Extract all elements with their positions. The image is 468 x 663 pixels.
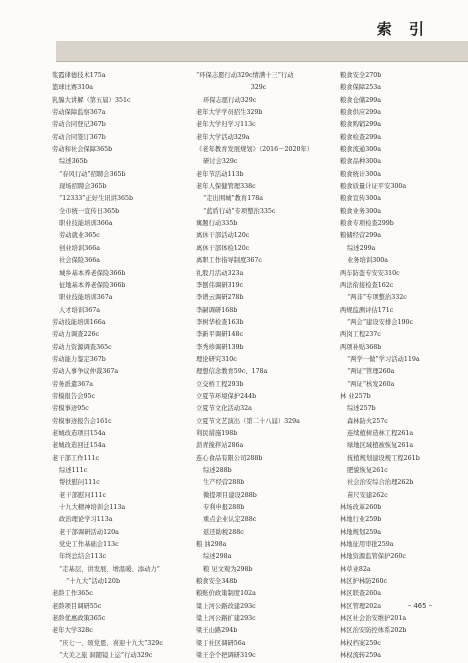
index-entry: 十九大精神培训会113a: [59, 504, 126, 512]
index-entry: 粮 油298a: [196, 541, 227, 549]
index-entry: 理论研究310c: [196, 355, 237, 363]
index-entry: 林权档案259c: [340, 639, 381, 647]
index-entry: “庆七一、颂党恩、喜迎十九大”329c: [59, 639, 163, 647]
index-entry: 劳动人事争议仲裁367a: [52, 368, 119, 376]
index-entry: 《老年教育发展规划》（2016－2020年）: [196, 146, 314, 154]
index-entry: 粮食安全270b: [340, 72, 382, 79]
index-entry: “十九大”活动120b: [66, 578, 120, 586]
index-entry: 返还助税288c: [203, 528, 244, 536]
index-entry: 社会治安综合治理262b: [347, 479, 414, 487]
index-entry: 乳腺大讲解（第五届）351c: [52, 96, 131, 104]
index-entry: 粮 见文观为298b: [203, 565, 253, 573]
index-entry: 劳动技能培训166a: [52, 318, 106, 326]
index-entry: 老干部工作111c: [52, 454, 100, 462]
index-entry: 劳务派遣367a: [52, 380, 93, 388]
index-entry: “12333”正好生讯讲365b: [59, 195, 134, 203]
index-entry: 粮食业务300a: [340, 207, 381, 215]
index-entry: 老干部调研活动120a: [59, 528, 119, 536]
index-entry: 329c: [250, 84, 267, 92]
index-column-1: [52, 70, 170, 663]
index-column-2: [196, 70, 314, 663]
index-entry: 李嗣调研168b: [196, 306, 238, 314]
index-entry: 粮账价政策制度102a: [196, 590, 256, 598]
index-entry: 林地规划259a: [340, 528, 381, 536]
index-entry: 粮食保障253a: [340, 84, 381, 92]
index-entry: “两证”核发260a: [347, 380, 395, 388]
index-entry: 粮储经营299a: [340, 232, 381, 240]
index-entry: 粮食流通300a: [340, 146, 381, 154]
index-entry: 林区联查260a: [340, 590, 381, 598]
index-entry: 帮扶慰问111c: [59, 479, 100, 487]
index-entry: 劳模报告会95c: [52, 392, 96, 400]
index-entry: 沥青搅拌站286a: [196, 442, 244, 450]
index-entry: 离休干部活动120c: [196, 232, 250, 240]
index-entry: 综述299a: [347, 244, 376, 252]
index-entry: 年终总结会113c: [59, 553, 107, 561]
index-entry: 综述298a: [203, 553, 232, 561]
index-entry: 微提项目建设288b: [203, 491, 257, 499]
index-entry: “环保志愿行动329c情满十三”行动: [196, 72, 294, 79]
index-entry: 寓题行动335b: [196, 220, 238, 228]
index-entry: 粮食质量计证平安300a: [340, 183, 407, 191]
index-entry: 老年人保健管理338c: [196, 183, 256, 191]
index-entry: 苗尺安建262c: [347, 491, 388, 499]
index-entry: 李秀珍调研139b: [196, 343, 244, 351]
index-entry: 粱上河公路扩建293c: [196, 615, 256, 623]
index-entry: 老年大学归学习113c: [196, 121, 256, 129]
index-entry: 礼股月活动323a: [196, 269, 244, 277]
index-entry: 综述111c: [59, 467, 88, 474]
index-entry: 粮食品种300a: [340, 158, 381, 166]
index-entry: 林草业82a: [340, 565, 371, 573]
index-entry: 综述257b: [347, 405, 376, 413]
index-entry: 老年大学学员招生329b: [196, 109, 263, 117]
index-entry: 林区治安防控体系202b: [340, 627, 407, 635]
index-entry: 劳动就业365c: [59, 232, 100, 240]
index-entry: 专利申报288b: [203, 504, 245, 512]
index-entry: 林地征用审批259a: [340, 541, 394, 549]
index-entry: 梁王全个把调研319c: [196, 652, 256, 660]
index-entry: “两非”专项整治332c: [347, 294, 407, 302]
page-number: – 465 –: [407, 602, 432, 610]
index-entry: 两项补贴368b: [340, 343, 382, 351]
index-entry: 利民措施198b: [196, 429, 238, 437]
index-entry: 李树华检查163b: [196, 318, 244, 326]
index-entry: 林地行业259b: [340, 516, 382, 524]
index-entry: 林地资源监管保护260c: [340, 553, 406, 561]
index-entry: 劳动力调查226c: [52, 331, 100, 339]
index-entry: 理想信念教育59c、178a: [196, 368, 268, 376]
index-entry: 老龄项目调研55c: [52, 602, 102, 610]
index-entry: “两会”建设安排会190c: [347, 318, 414, 326]
index-entry: 连续植树造林工程261a: [347, 429, 414, 437]
index-entry: 老龄优惠政策365c: [52, 615, 106, 623]
index-entry: 抚植规划建设规工程261b: [347, 454, 420, 462]
index-entry: 立交桥工程293b: [196, 380, 244, 388]
index-entry: 生产经营288b: [203, 479, 245, 487]
index-entry: 立夏节文艺演出（第二十八届）329a: [196, 417, 300, 425]
index-entry: 篮球比赛310a: [52, 84, 93, 92]
index-entry: 老城改造项目154a: [52, 429, 106, 437]
index-entry: 李新平调研148c: [196, 331, 244, 339]
index-entry: 浆霞律德技术175a: [52, 72, 106, 79]
index-entry: 综述288b: [203, 467, 232, 474]
index-entry: 全市统一宣传日365b: [59, 207, 120, 215]
index-entry: 李刨伟调研319c: [196, 281, 244, 289]
index-entry: 老年大学活动329a: [196, 133, 250, 141]
index-entry: “两学一做”学习活动119a: [347, 355, 420, 363]
index-entry: 劳动和社会保障365b: [52, 146, 113, 154]
index-entry: 综述365b: [59, 158, 88, 166]
index-entry: 森林防火257c: [347, 417, 388, 425]
index-entry: 梁王山路294b: [196, 627, 238, 635]
index-entry: 老年大学328c: [52, 627, 93, 635]
index-entry: “走基层、讲发展、增温暖、添动力”: [59, 565, 160, 573]
index-entry: 劳动能力鉴定367b: [52, 355, 106, 363]
index-title: 索 引: [376, 20, 430, 38]
index-entry: 林 业257b: [340, 392, 371, 400]
index-entry: “走出围城”教育178a: [203, 195, 263, 203]
index-entry: 社会保险366a: [59, 257, 100, 265]
index-entry: 粮食安全348b: [196, 578, 238, 586]
index-entry: 两车防盗专安安310c: [340, 269, 400, 277]
index-entry: 梁丁社区调研56a: [196, 639, 246, 647]
index-entry: 劳动保障监察367a: [52, 109, 106, 117]
index-entry: 绿地区域植被恢复261a: [347, 442, 414, 450]
index-entry: 劳模事迹95c: [52, 405, 89, 413]
index-entry: 创业培训366a: [59, 244, 100, 252]
index-entry: 粱上河公路改建293c: [196, 602, 256, 610]
index-entry: 研讨会329c: [203, 158, 238, 166]
index-entry: 老龄工作365c: [52, 590, 93, 598]
index-entry: 离休干部体检120c: [196, 244, 250, 252]
index-entry: 政治理论学习113a: [59, 516, 113, 524]
index-entry: 党史工作基础会113c: [59, 541, 119, 549]
index-entry: “春风行动”招聘会365b: [59, 170, 126, 178]
index-entry: “两证”管理260a: [347, 368, 395, 376]
index-entry: 人才培训367a: [59, 306, 100, 314]
index-entry: 环保志愿行动329c: [203, 96, 257, 104]
index-entry: “蓝盾行动”专项整治335c: [203, 207, 276, 215]
index-entry: 老城改造回迁154a: [52, 442, 106, 450]
index-entry: 劳动力资源调查365c: [52, 343, 112, 351]
index-entry: 现场招聘会365b: [59, 183, 107, 191]
index-entry: 征地基本养老保险366b: [59, 281, 126, 289]
index-entry: 粮食检查299a: [340, 133, 381, 141]
index-entry: 粮食购销299a: [340, 121, 381, 129]
index-entry: 林区社会治安维护201a: [340, 615, 407, 623]
index-entry: 两规监测评估171c: [340, 306, 394, 314]
index-entry: 老干部慰问111c: [59, 491, 107, 499]
index-entry: “大美之旅 洞随镜上运”行动329c: [59, 652, 153, 660]
index-entry: 两岗工程237c: [340, 331, 381, 339]
index-entry: 两法衔接检查162c: [340, 281, 394, 289]
index-entry: 离职工作指导制度367c: [196, 257, 262, 265]
index-entry: 立夏节文化活动32a: [196, 405, 252, 413]
index-entry: 粮食供应299a: [340, 109, 381, 117]
title-band: [56, 41, 468, 61]
index-entry: 老年节活动113b: [196, 170, 244, 178]
index-entry: 林权流转259a: [340, 652, 381, 660]
index-entry: 肥貌恢复261c: [347, 467, 388, 474]
index-entry: 劳动合同登记367b: [52, 121, 106, 129]
index-entry: 李谱云调研278b: [196, 294, 244, 302]
index-entry: 粮食统计300a: [340, 170, 381, 178]
index-entry: 连心食品有限公司288b: [196, 454, 263, 462]
index-entry: 城乡基本养老保险366b: [59, 269, 126, 277]
index-entry: 立夏节环境保护244b: [196, 392, 257, 400]
index-entry: 林区管理202a: [340, 602, 381, 610]
index-entry: 重点企业认定288c: [203, 516, 257, 524]
index-entry: 粮食专项检查299b: [340, 220, 394, 228]
index-entry: 粮食宣传300a: [340, 195, 381, 203]
index-entry: 职业技能培训367a: [59, 294, 113, 302]
title-rule: [56, 61, 468, 62]
index-column-3: [340, 70, 458, 663]
index-entry: 劳模事迹报告会161c: [52, 417, 112, 425]
index-entry: 林场改革260b: [340, 504, 382, 512]
index-entry: 业务培训300a: [347, 257, 388, 265]
index-entry: 劳动合同签订367b: [52, 133, 106, 141]
index-entry: 粮食仓储299a: [340, 96, 381, 104]
index-entry: 职业技能培训366a: [59, 220, 113, 228]
index-entry: 林区护林防260c: [340, 578, 388, 586]
